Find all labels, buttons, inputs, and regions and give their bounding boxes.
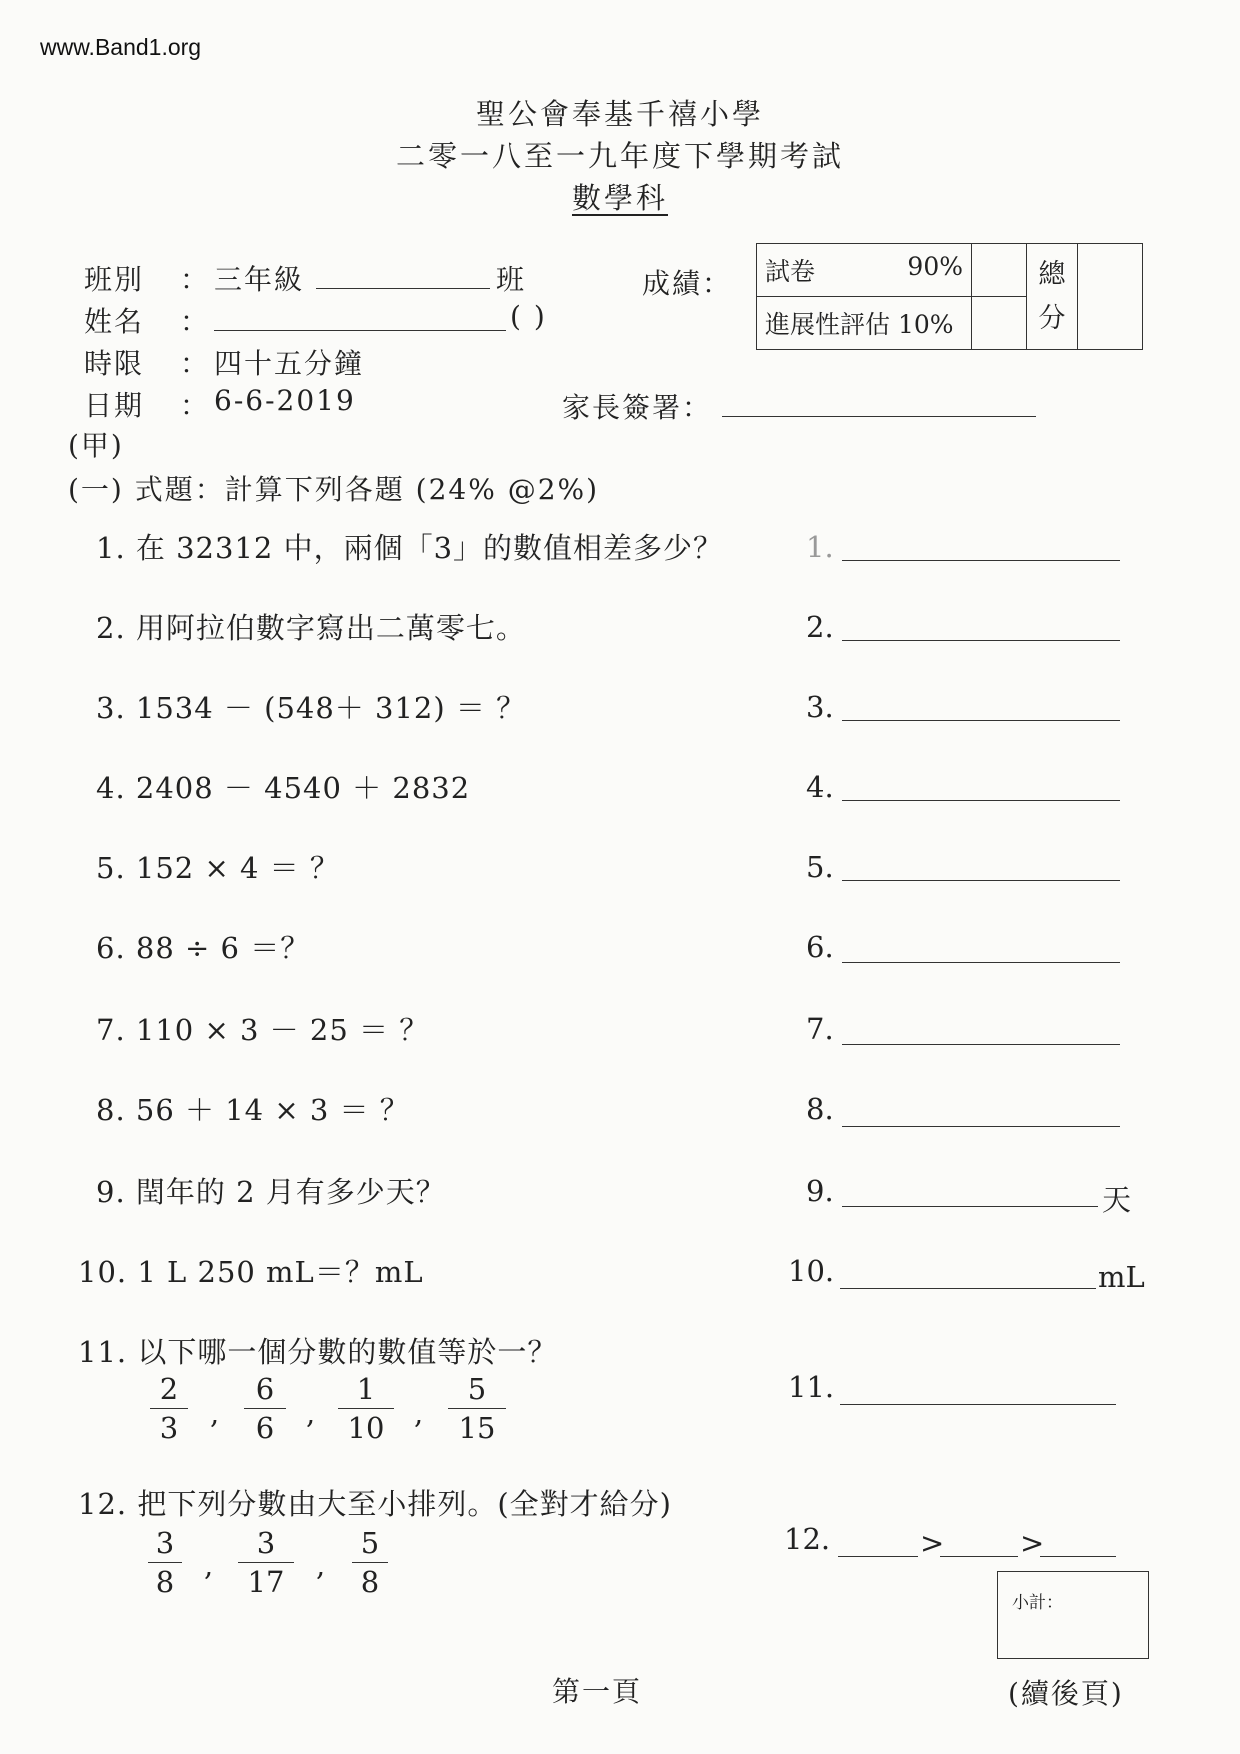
numerator: 3: [155, 1526, 175, 1560]
answer-label-9: 9.: [806, 1174, 834, 1208]
q11-fraction-4: [448, 1370, 506, 1447]
progress-score-cell[interactable]: [972, 297, 1027, 350]
question-number: 7.: [96, 1013, 126, 1047]
question-number: 5.: [96, 851, 126, 885]
answer-blank-1[interactable]: [842, 560, 1120, 561]
question-number: 6.: [96, 931, 126, 965]
date-label: 日期: [84, 389, 145, 422]
score-label: 成績：: [642, 267, 733, 300]
comma: ,: [204, 1548, 215, 1582]
answer-label-4: 4.: [806, 770, 834, 804]
answer-blank-8[interactable]: [842, 1126, 1120, 1127]
answer-blank-12a[interactable]: [838, 1556, 918, 1557]
denominator: 15: [458, 1411, 496, 1445]
answer-blank-6[interactable]: [842, 962, 1120, 963]
numerator: 1: [356, 1372, 376, 1406]
answer-blank-12c[interactable]: [1040, 1556, 1116, 1557]
q11-fraction-3: [338, 1370, 394, 1447]
answer-label-7: 7.: [806, 1012, 834, 1046]
continue-note: (續後頁): [1008, 1677, 1124, 1710]
paper-cell: [757, 244, 972, 297]
name-blank[interactable]: [214, 330, 506, 331]
answer-blank-7[interactable]: [842, 1044, 1120, 1045]
total-score-cell[interactable]: [1078, 244, 1143, 350]
subject-text: 數學科: [571, 181, 668, 215]
website-watermark: www.Band1.org: [40, 34, 202, 60]
q11-fraction-1: [150, 1370, 188, 1447]
paper-percent: 90%: [907, 252, 963, 281]
subject-title: [0, 176, 1240, 217]
subtotal-box[interactable]: [997, 1571, 1149, 1659]
question-number: 2.: [96, 611, 126, 645]
section-title: (一) 式題：計算下列各題 (24% @2%): [68, 473, 600, 506]
question-number: 1.: [96, 531, 126, 565]
denominator: 6: [255, 1411, 275, 1445]
denominator: 17: [247, 1565, 285, 1599]
page-number: 第一頁: [552, 1675, 643, 1708]
question-9: [96, 1170, 446, 1211]
question-text: 以下哪一個分數的數值等於一？: [137, 1335, 558, 1369]
numerator: 5: [360, 1526, 380, 1560]
exam-title: 二零一八至一九年度下學期考試: [395, 139, 844, 173]
time-value: 四十五分鐘: [214, 347, 365, 380]
class-number-paren: ( ): [510, 300, 547, 333]
question-text: 1 L 250 mL＝？mL: [137, 1255, 424, 1289]
numerator: 2: [159, 1372, 179, 1406]
school-name: 聖公會奉基千禧小學: [475, 97, 764, 131]
answer-blank-4[interactable]: [842, 800, 1120, 801]
answer-blank-10[interactable]: [840, 1288, 1096, 1289]
question-12: [78, 1482, 672, 1523]
question-text: 152 × 4 ＝ ？: [135, 851, 340, 885]
question-3: [96, 686, 526, 727]
name-label: 姓名: [84, 305, 145, 338]
answer-unit-9: 天: [1102, 1183, 1132, 1217]
part-label: (甲): [68, 429, 124, 462]
answer-label-3: 3.: [806, 690, 834, 724]
question-text: 88 ÷ 6 ＝？: [135, 931, 311, 965]
denominator: 8: [360, 1565, 380, 1599]
question-number: 10.: [78, 1255, 128, 1289]
denominator: 3: [159, 1411, 179, 1445]
q12-fraction-3: [352, 1524, 388, 1601]
answer-blank-5[interactable]: [842, 880, 1120, 881]
question-number: 9.: [96, 1175, 126, 1209]
numerator: 3: [256, 1526, 276, 1560]
question-1: [96, 526, 723, 567]
answer-blank-11[interactable]: [840, 1404, 1116, 1405]
comma: ,: [210, 1396, 221, 1430]
question-4: [96, 766, 470, 807]
answer-label-12: 12.: [784, 1522, 831, 1556]
class-colon: ：: [180, 263, 211, 296]
date-value: 6-6-2019: [214, 384, 356, 417]
answer-label-1: 1.: [806, 530, 834, 564]
comma: ,: [306, 1396, 317, 1430]
time-colon: ：: [180, 347, 211, 380]
denominator: 8: [155, 1565, 175, 1599]
paper-label: 試卷: [765, 257, 816, 286]
class-suffix: 班: [496, 263, 527, 296]
question-number: 11.: [78, 1335, 128, 1369]
answer-label-5: 5.: [806, 850, 834, 884]
question-number: 8.: [96, 1093, 126, 1127]
q12-fraction-1: [148, 1524, 182, 1601]
answer-label-6: 6.: [806, 930, 834, 964]
question-11: [78, 1330, 557, 1371]
class-blank[interactable]: [316, 288, 490, 289]
question-text: 1534 － (548＋ 312) ＝ ？: [135, 691, 527, 725]
question-text: 閏年的 2 月有多少天？: [135, 1175, 446, 1209]
question-7: [96, 1008, 429, 1049]
time-label: 時限: [84, 347, 145, 380]
class-value: 三年級: [214, 263, 305, 296]
subtotal-label: 小計：: [1012, 1593, 1063, 1613]
q12-fraction-2: [238, 1524, 294, 1601]
score-table: [756, 243, 1143, 350]
answer-blank-12b[interactable]: [940, 1556, 1018, 1557]
question-5: [96, 846, 340, 887]
q11-fraction-2: [244, 1370, 286, 1447]
greater-than: >: [1020, 1526, 1045, 1560]
question-10: [78, 1250, 424, 1291]
question-2: [96, 606, 526, 647]
question-number: 4.: [96, 771, 126, 805]
question-text: 110 × 3 － 25 ＝ ？: [135, 1013, 430, 1047]
comma: ,: [316, 1548, 327, 1582]
paper-score-cell[interactable]: [972, 244, 1027, 297]
answer-blank-9[interactable]: [842, 1206, 1098, 1207]
comma: ,: [414, 1396, 425, 1430]
numerator: 6: [255, 1372, 275, 1406]
answer-blank-3[interactable]: [842, 720, 1120, 721]
class-label: 班別: [84, 263, 145, 296]
answer-label-2: 2.: [806, 610, 834, 644]
question-number: 3.: [96, 691, 126, 725]
question-text: 56 ＋ 14 × 3 ＝ ？: [135, 1093, 410, 1127]
answer-label-11: 11.: [788, 1370, 835, 1404]
question-text: 用阿拉伯數字寫出二萬零七。: [135, 611, 526, 645]
numerator: 5: [467, 1372, 487, 1406]
total-label: 總分: [1027, 244, 1078, 350]
question-text: 在 32312 中，兩個「3」的數值相差多少？: [135, 531, 724, 565]
answer-label-10: 10.: [788, 1254, 835, 1288]
name-colon: ：: [180, 305, 211, 338]
question-text: 2408 － 4540 ＋ 2832: [135, 771, 471, 805]
question-6: [96, 926, 310, 967]
question-number: 12.: [78, 1487, 128, 1521]
parent-signature-blank[interactable]: [722, 416, 1036, 417]
denominator: 10: [347, 1411, 385, 1445]
question-8: [96, 1088, 410, 1129]
progress-label: 進展性評估 10%: [757, 297, 972, 350]
answer-unit-10: mL: [1098, 1260, 1145, 1294]
date-colon: ：: [180, 389, 211, 422]
answer-label-8: 8.: [806, 1092, 834, 1126]
parent-signature-label: 家長簽署：: [562, 391, 713, 424]
answer-blank-2[interactable]: [842, 640, 1120, 641]
question-text: 把下列分數由大至小排列。(全對才給分): [137, 1487, 672, 1521]
greater-than: >: [920, 1526, 945, 1560]
